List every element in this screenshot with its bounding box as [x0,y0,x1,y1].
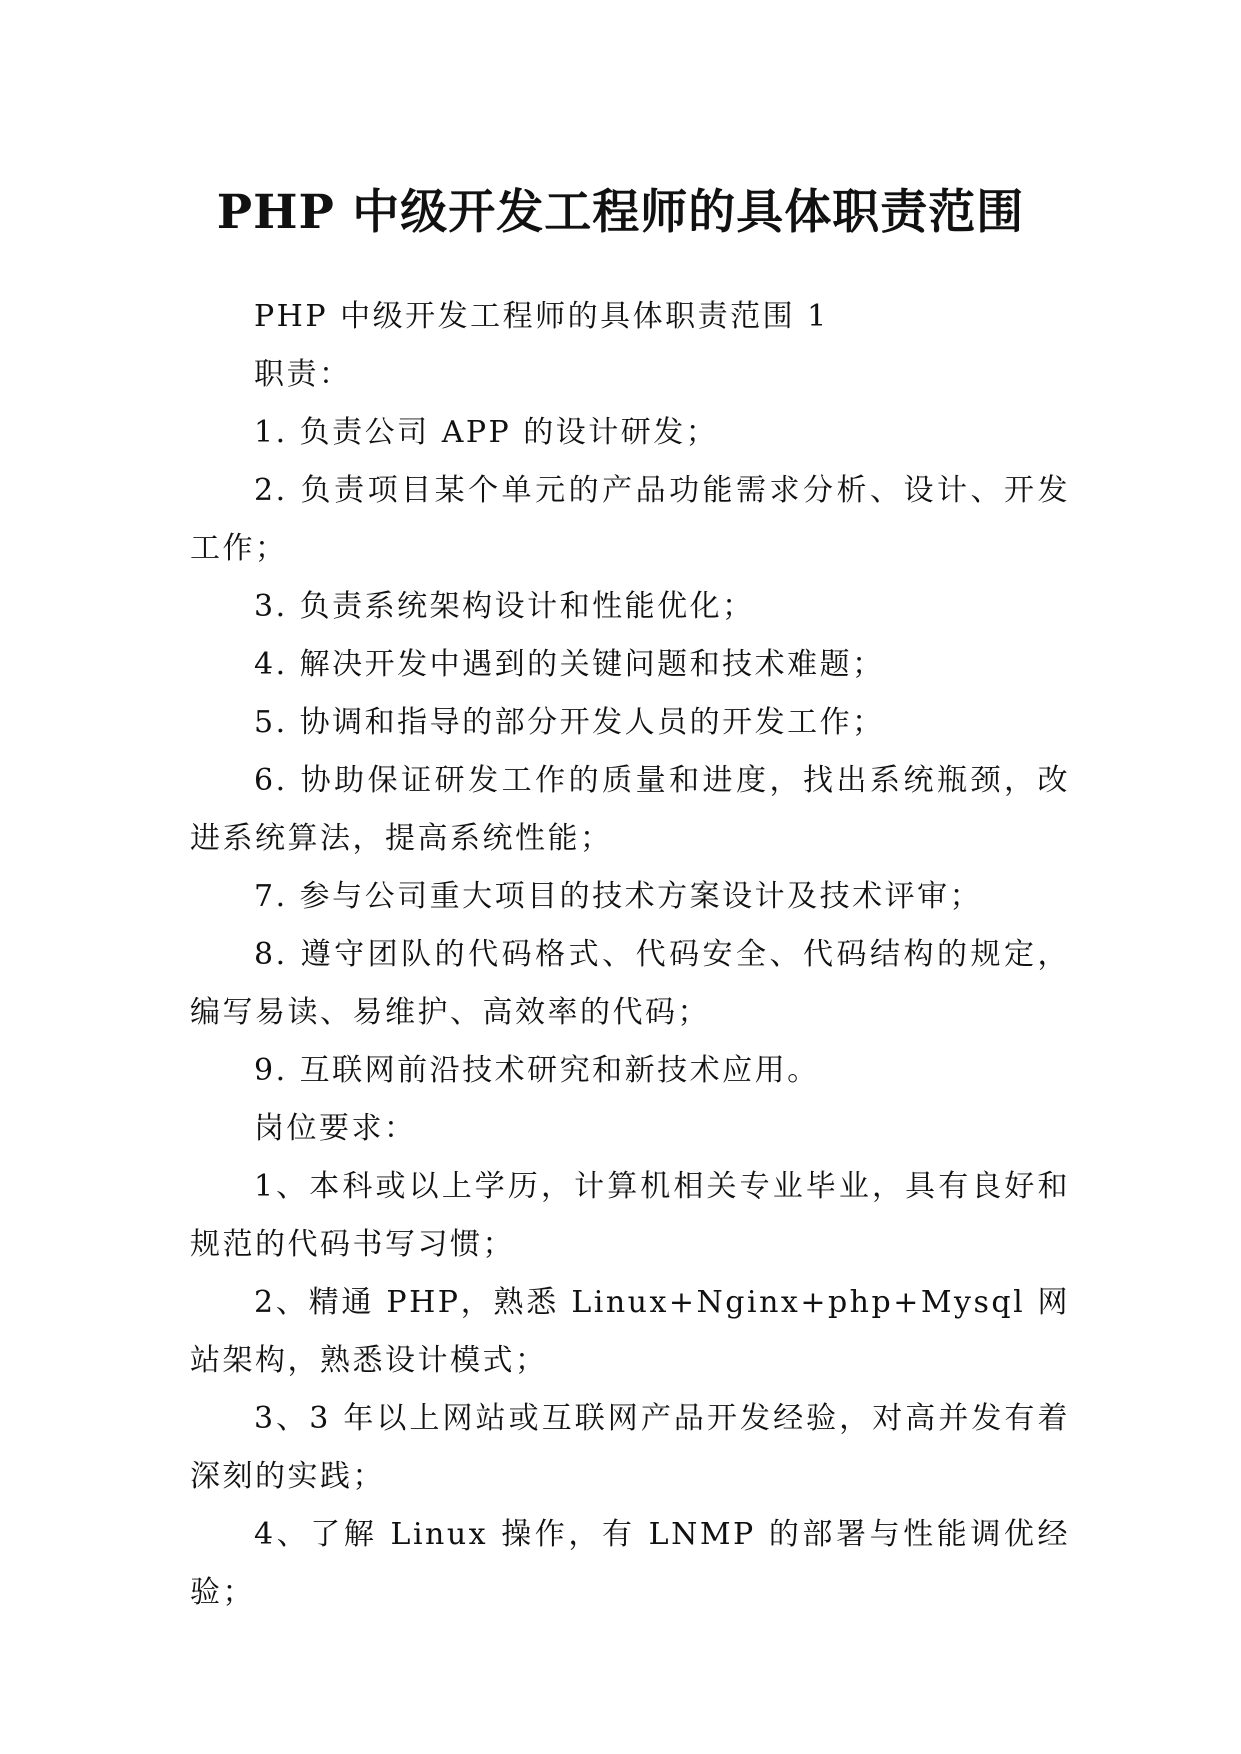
paragraph-duty-7: 7. 参与公司重大项目的技术方案设计及技术评审； [254,879,983,914]
paragraph-requirements-label: 岗位要求： [254,1111,417,1146]
paragraph-duty-6: 6. 协助保证研发工作的质量和进度，找出系统瓶颈，改进系统算法，提高系统性能； [190,763,1070,856]
paragraph-duty-1: 1. 负责公司 APP 的设计研发； [254,415,719,450]
paragraph-duty-3: 3. 负责系统架构设计和性能优化； [254,589,755,624]
paragraph-requirement-4: 4、了解 Linux 操作，有 LNMP 的部署与性能调优经验； [190,1517,1070,1610]
paragraph-duty-8: 8. 遵守团队的代码格式、代码安全、代码结构的规定，编写易读、易维护、高效率的代码； [190,937,1070,1030]
paragraph-requirement-2: 2、精通 PHP，熟悉 Linux+Nginx+php+Mysql 网站架构，熟悉设计模式； [190,1285,1070,1378]
paragraph-duty-2: 2. 负责项目某个单元的产品功能需求分析、设计、开发工作； [190,473,1070,566]
paragraph-section-heading: PHP 中级开发工程师的具体职责范围 1 [254,299,829,334]
paragraph-duty-9: 9. 互联网前沿技术研究和新技术应用。 [254,1053,820,1088]
paragraph-requirement-3: 3、3 年以上网站或互联网产品开发经验，对高并发有着深刻的实践； [190,1401,1070,1494]
paragraph-duty-4: 4. 解决开发中遇到的关键问题和技术难题； [254,647,885,682]
paragraph-duty-5: 5. 协调和指导的部分开发人员的开发工作； [254,705,885,740]
paragraph-duties-label: 职责： [254,357,352,392]
document-body [190,288,1070,1622]
paragraph-requirement-1: 1、本科或以上学历，计算机相关专业毕业，具有良好和规范的代码书写习惯； [190,1169,1070,1262]
document-title: PHP 中级开发工程师的具体职责范围 [216,185,1025,241]
